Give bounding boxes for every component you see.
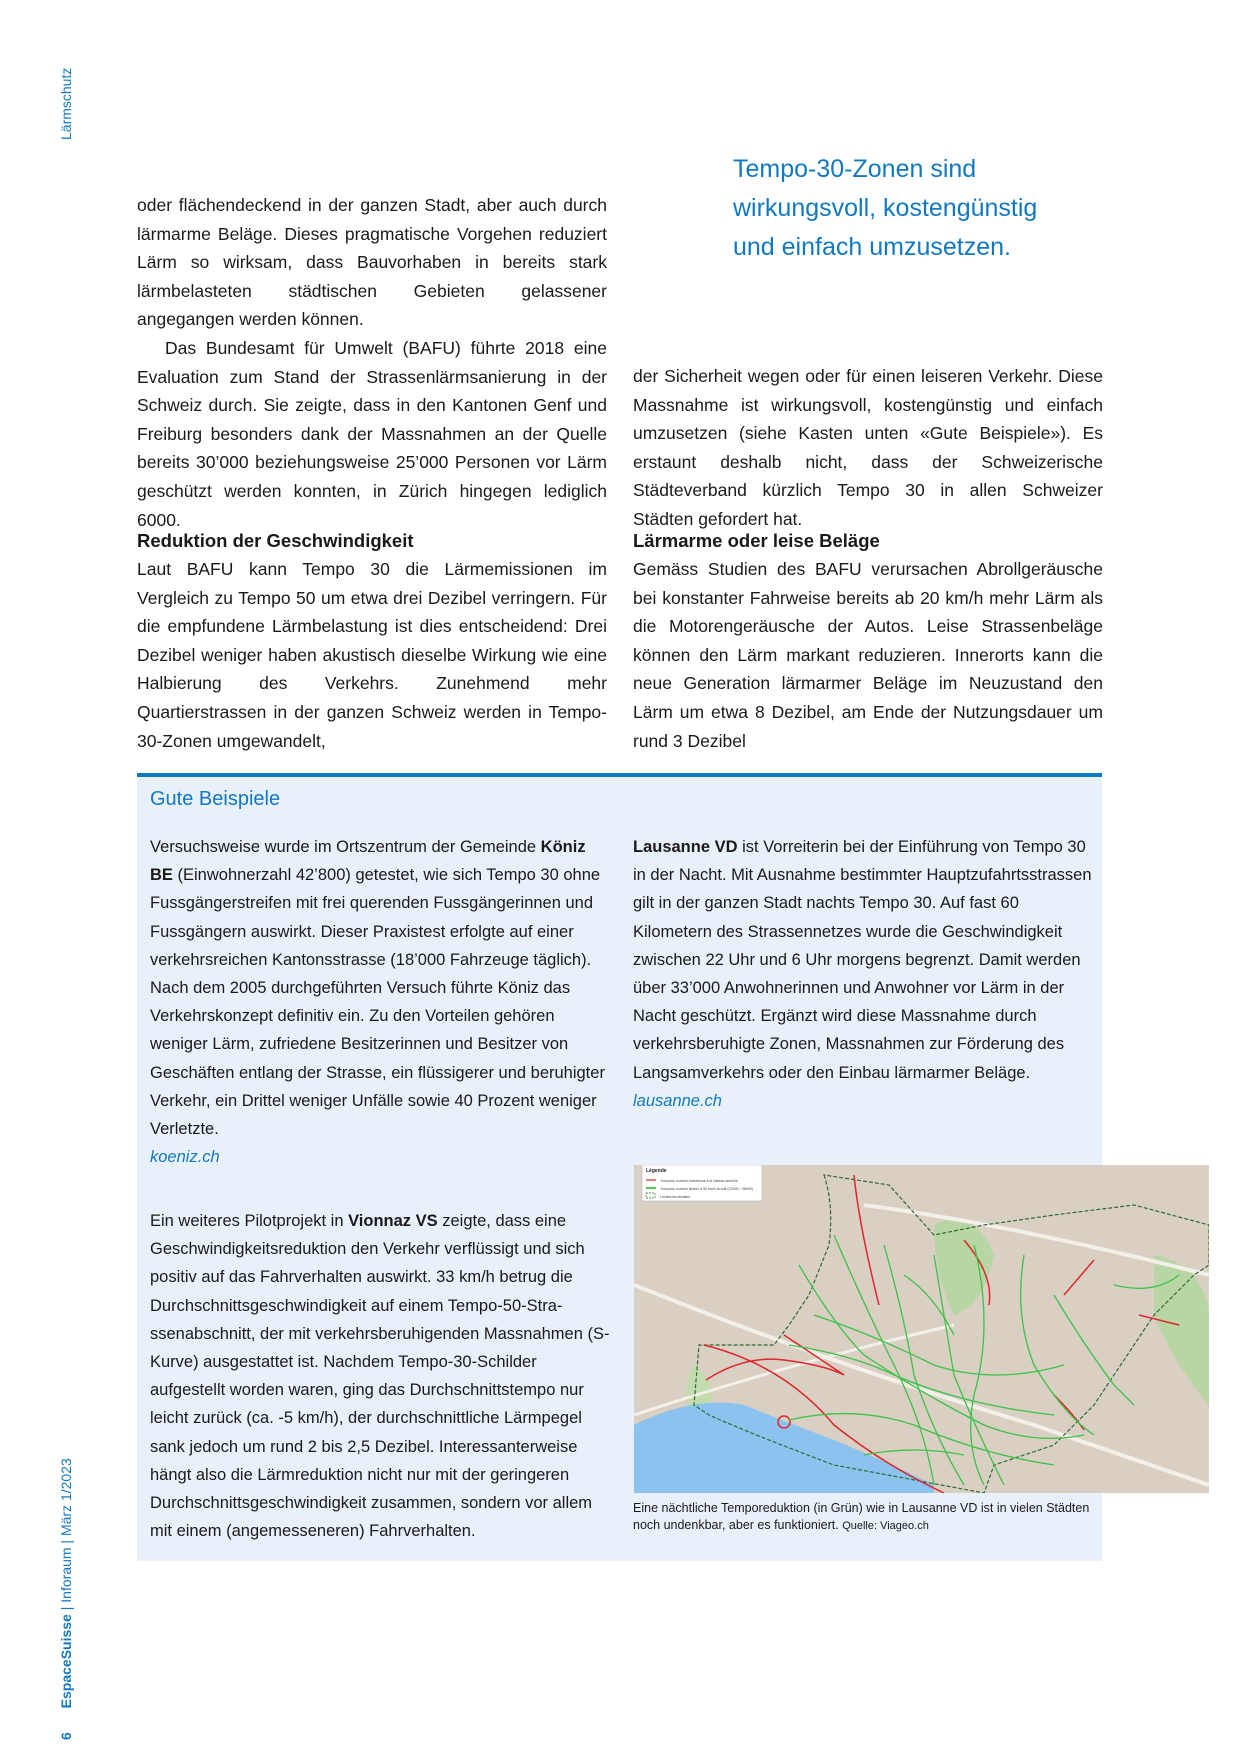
koeniz-link[interactable]: koeniz.ch xyxy=(150,1148,220,1167)
example-text xyxy=(633,833,1093,1087)
example-lausanne xyxy=(633,833,1093,1115)
section-label: Lärmschutz xyxy=(58,67,74,140)
map-legend-title: Légende xyxy=(646,1168,667,1174)
map-graphic xyxy=(634,1165,1209,1493)
box-title: Gute Beispiele xyxy=(150,788,281,810)
caption-source: Quelle: Viageo.ch xyxy=(842,1520,929,1532)
lausanne-link[interactable]: lausanne.ch xyxy=(633,1091,722,1110)
section-body: Gemäss Studien des BAFU verursachen Abrollgeräusche bei konstanter Fahrweise bereits ab 20 km/h mehr Lärm als die Motorengeräusche der Autos. Leise Strassenbeläge können den Lärm markant reduzieren. Innerorts kann die neue Generation lärmarmer Beläge im Neuzustand den Lärm um etwa 8 Dezibel, am Ende der Nutzungsdauer um rund 3 Dezibel xyxy=(633,559,1103,751)
section-heading: Reduktion der Geschwindigkeit xyxy=(137,530,414,551)
paragraph-bafu: Das Bundesamt für Umwelt (BAFU) führte 2018 eine Evaluation zum Stand der Strassenlärmsanierung in der Schweiz durch. Sie zeigte, dass in den Kantonen Genf und Freiburg besonders dank der Massnahmen an der Quelle bereits 30’000 beziehungsweise 25’000 Personen vor Lärm geschützt werden konnten, in Zürich hingegen lediglich 6000. xyxy=(137,337,607,530)
section-heading: Lärmarme oder leise Beläge xyxy=(633,530,880,551)
section-body: Laut BAFU kann Tempo 30 die Lärmemissionen im Vergleich zu Tempo 50 um etwa drei Dezibel verringern. Für die empfundene Lärmbelastung ist dies entscheidend: Drei Dezibel weniger haben akustisch dieselbe Wirkung wie eine Halbierung des Verkehrs. Zunehmend mehr Quartierstrassen in der ganzen Schweiz werden in Tempo-30-Zonen umgewandelt, xyxy=(137,559,607,751)
place-name: Lausanne VD xyxy=(633,838,738,856)
text: zeigte, dass eine Geschwindigkeitsreduktion den Verkehr verflüssigt und sich positiv auf das Fahrverhalten auswirkt. 33 km/h betrug die Durchschnittsgeschwindigkeit auf einem Tempo-50-Strassenabschnitt, der mit verkehrsberuhigenden Massnahmen (S-Kurve) ausgestattet ist. Nachdem Tempo-30-Schilder aufgestellt worden waren, ging das Durchschnittstempo nur leicht zurück (ca. -5 km/h), der durchschnittliche Lärmpegel sank jedoch um rund 2 bis 2,5 Dezibel. Interessanterweise hängt also die Lärmreduktion nicht nur mit der geringeren Durchschnittsgeschwindigkeit zusammen, sondern vor allem mit einem (angemesseneren) Fahrverhalten. xyxy=(150,1212,610,1541)
good-examples-box xyxy=(137,773,1102,1561)
section-speed-reduction xyxy=(137,527,607,755)
place-name: Vionnaz VS xyxy=(348,1212,438,1230)
separator: | xyxy=(58,1602,74,1611)
text: Versuchsweise wurde im Ortszentrum der Gemeinde xyxy=(150,838,541,856)
pull-quote: Tempo-30-Zonen sind wirkungsvoll, kostengünstig und einfach umzusetzen. xyxy=(733,155,1038,261)
text: ist Vorreiterin bei der Einführung von Tempo 30 in der Nacht. Mit Ausnahme bestimmter Hauptzufahrtsstrassen gilt in der ganzen Stadt nachts Tempo 30. Auf fast 60 Kilometern des Strassennetzes wurde die Geschwindigkeit zwischen 22 Uhr und 6 Uhr morgens begrenzt. Damit werden über 33’000 Anwohnerinnen und Anwohner vor Lärm in der Nacht geschützt. Ergänzt wird diese Massnahme durch verkehrsberuhigte Zonen, Massnahmen zur Förderung des Langsamverkehrs oder den Einbau lärmarmer Beläge. xyxy=(633,838,1092,1082)
caption-text: Eine nächtliche Temporeduktion (in Grün) wie in Lausanne VD ist in vielen Städten noch undenkbar, aber es funktioniert. xyxy=(633,1501,1090,1532)
example-text xyxy=(150,1207,610,1545)
publication-name: EspaceSuisse xyxy=(58,1614,74,1709)
map-caption xyxy=(633,1500,1093,1535)
example-koeniz xyxy=(150,833,610,1171)
map-legend-item: Limites territoriales xyxy=(660,1195,691,1199)
text: (Einwohnerzahl 42’800) getestet, wie sich Tempo 30 ohne Fussgängerstreifen mit frei querenden Fussgängerinnen und Fussgängern auswirkt. Dieser Praxistest erfolgte auf einer verkehrsreichen Kantonsstrasse (18’000 Fahrzeuge täglich). Nach dem 2005 durchgeführten Versuch führte Köniz das Verkehrskonzept definitiv ein. Zu den Vorteilen gehören weniger Lärm, zufriedene Besitzerinnen und Besitzer von Geschäften entlang der Strasse, ein flüssigerer und beruhigter Verkehr, ein Drittel weniger Unfälle sowie 40 Prozent weniger Verletzte. xyxy=(150,866,605,1139)
example-text xyxy=(150,833,610,1143)
map-legend-item: Tronçons routiers maintenus à la vitesse actuelle xyxy=(660,1179,738,1183)
place-name: Köniz BE xyxy=(150,838,586,885)
article-column-1-top xyxy=(137,191,607,534)
text: Ein weiteres Pilotprojekt in xyxy=(150,1212,349,1230)
map-legend-item: Tronçons routiers limités à 30 km/h la nuit (22h00 - 06h00) xyxy=(660,1187,753,1191)
paragraph-continued: der Sicherheit wegen oder für einen leiseren Verkehr. Diese Massnahme ist wirkungsvoll, kostengünstig und einfach umzusetzen (siehe Kasten unten «Gute Beispiele»). Es erstaunt deshalb nicht, dass der Schweizerische Städteverband kürzlich Tempo 30 in allen Schweizer Städten gefordert hat. xyxy=(633,366,1103,529)
issue-info: Inforaum | März 1/2023 xyxy=(58,1458,74,1603)
page-footer xyxy=(58,1458,74,1740)
lausanne-map xyxy=(634,1165,1209,1493)
section-quiet-surfaces xyxy=(633,527,1103,755)
paragraph-intro: oder flächendeckend in der ganzen Stadt, aber auch durch lärmarme Beläge. Dieses pragmatische Vorgehen reduziert Lärm so wirksam, dass Bauvorhaben in bereits stark lärmbelasteten städtischen Gebieten gelassener angegangen werden können. xyxy=(137,195,607,330)
page-number: 6 xyxy=(58,1732,74,1740)
example-vionnaz xyxy=(150,1207,610,1545)
article-column-2-top xyxy=(633,362,1103,534)
